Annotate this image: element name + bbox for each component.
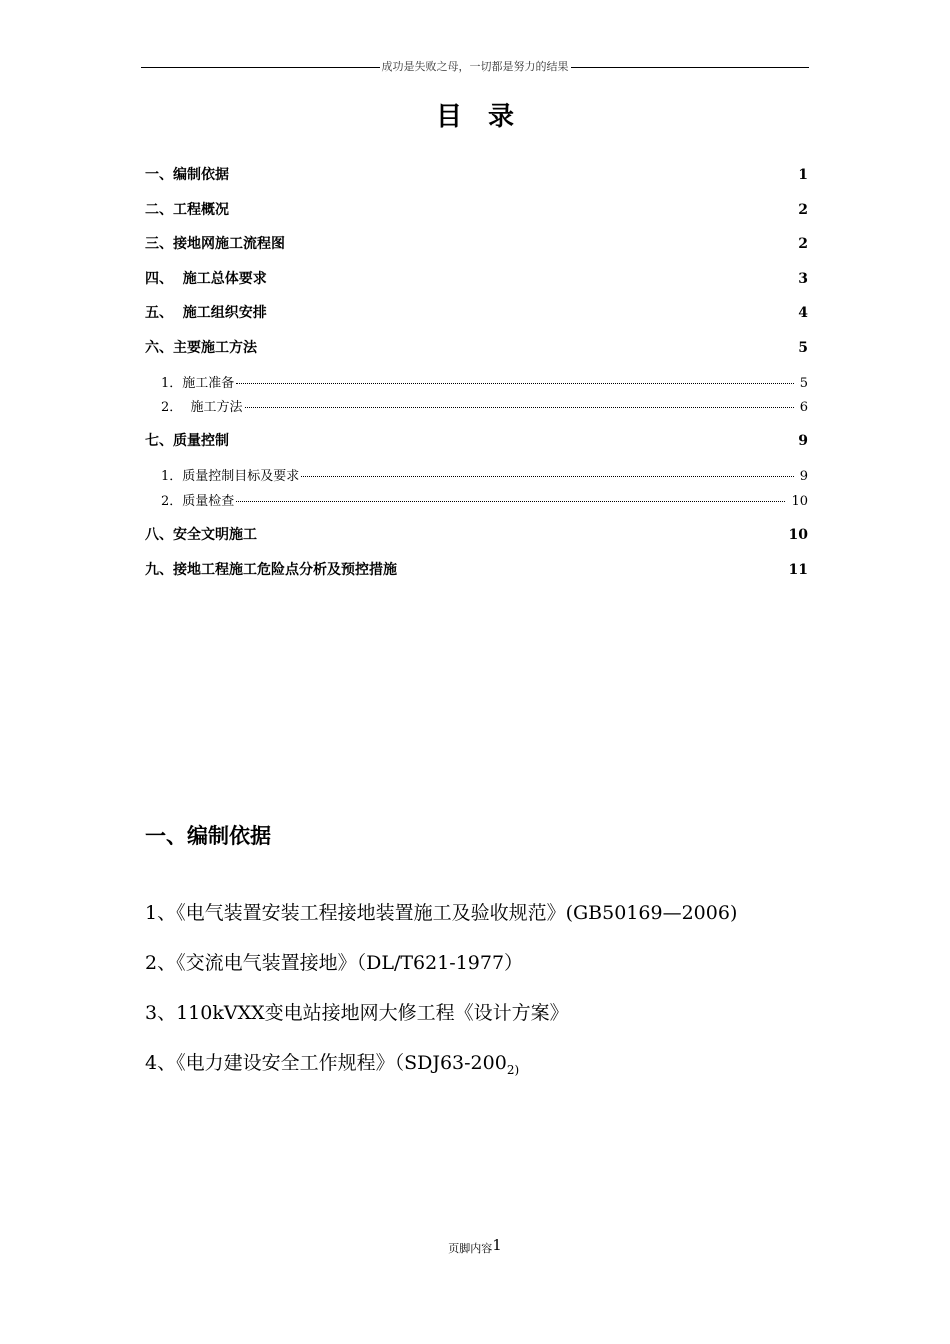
toc-entry-label: 九、接地工程施工危险点分析及预控措施	[145, 562, 397, 578]
toc-entry-page: 3	[798, 271, 808, 287]
reference-item: 2、《交流电气装置接地》（DL/T621-1977）	[145, 952, 524, 974]
toc-subentry[interactable]	[145, 396, 808, 415]
toc-leader-dots	[245, 406, 794, 408]
toc-entry-page: 2	[798, 202, 808, 218]
reference-item: 1、《电气装置安装工程接地装置施工及验收规范》(GB50169—2006)	[145, 902, 738, 924]
toc-entry-page: 11	[788, 562, 808, 578]
reference-subscript: 2)	[506, 1062, 520, 1077]
header-motto: 成功是失败之母，一切都是努力的结果	[381, 60, 569, 73]
toc-entry-page: 6	[799, 400, 808, 415]
toc-entry-label: 1．质量控制目标及要求	[161, 469, 300, 484]
toc-entry-label: 五、 施工组织安排	[145, 305, 267, 321]
toc-entry-page: 4	[798, 305, 808, 321]
toc-leader-dots	[236, 382, 793, 384]
toc-entry-label: 2． 施工方法	[161, 400, 243, 415]
toc-entry-label: 七、质量控制	[145, 433, 229, 449]
toc-entry-label: 一、编制依据	[145, 167, 229, 183]
toc-entry-page: 9	[798, 433, 808, 449]
toc-entry-label: 八、安全文明施工	[145, 527, 257, 543]
section-heading: 一、编制依据	[145, 824, 271, 848]
toc-entry[interactable]	[145, 268, 808, 288]
toc-entry-page: 9	[799, 469, 808, 484]
reference-text: 4、《电力建设安全工作规程》（SDJ63-200	[145, 1052, 507, 1074]
toc-subentry[interactable]	[145, 465, 808, 484]
toc-entry[interactable]	[145, 164, 808, 184]
toc-entry[interactable]	[145, 302, 808, 322]
footer-label: 页脚内容	[448, 1242, 493, 1255]
toc-entry[interactable]	[145, 337, 808, 357]
toc-entry-label: 六、主要施工方法	[145, 340, 257, 356]
toc-entry[interactable]	[145, 233, 808, 253]
footer-page-number: 1	[492, 1236, 502, 1254]
toc-subentry[interactable]	[145, 490, 808, 509]
toc-entry-page: 2	[798, 236, 808, 252]
toc-entry[interactable]	[145, 559, 808, 579]
toc-entry-page: 10	[791, 494, 808, 509]
page-footer	[0, 1236, 950, 1256]
toc-entry-label: 三、接地网施工流程图	[145, 236, 285, 252]
reference-item: 3、110kVXX变电站接地网大修工程《设计方案》	[145, 1002, 569, 1024]
toc-entry[interactable]	[145, 524, 808, 544]
reference-item	[145, 1048, 519, 1077]
toc-subentry[interactable]	[145, 372, 808, 391]
toc-leader-dots	[301, 475, 793, 477]
toc-entry-page: 5	[798, 340, 808, 356]
toc-entry[interactable]	[145, 199, 808, 219]
toc-entry-page: 1	[798, 167, 808, 183]
toc-entry-page: 10	[788, 527, 808, 543]
toc-title: 目录	[435, 102, 540, 132]
toc-entry-label: 二、工程概况	[145, 202, 229, 218]
toc-entry-label: 1．施工准备	[161, 376, 235, 391]
toc-entry[interactable]	[145, 430, 808, 450]
toc-entry-label: 四、 施工总体要求	[145, 271, 267, 287]
toc-entry-label: 2．质量检查	[161, 494, 235, 509]
toc-entry-page: 5	[799, 376, 808, 391]
toc-leader-dots	[236, 500, 785, 502]
